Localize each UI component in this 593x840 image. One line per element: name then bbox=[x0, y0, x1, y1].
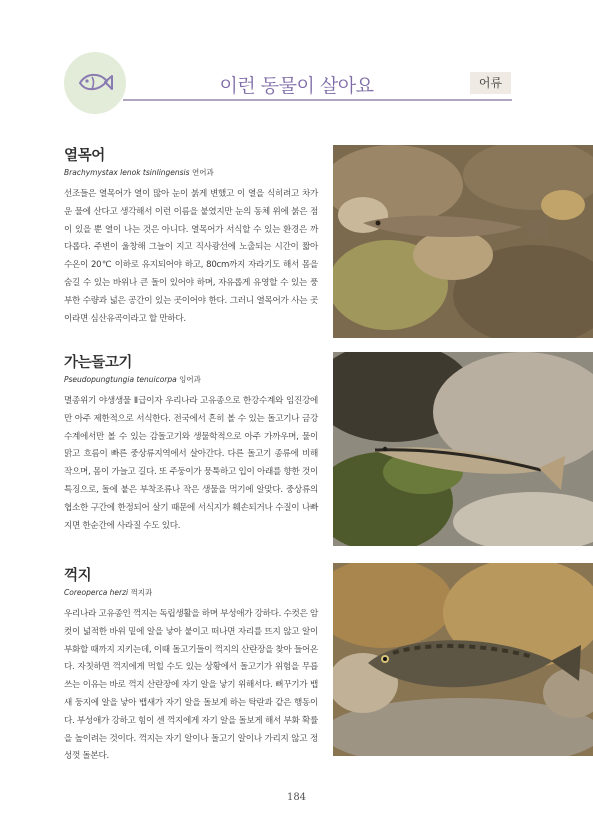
species-section-aucha-perch bbox=[64, 564, 318, 766]
species-description: 선조들은 열목어가 열이 많아 눈이 붉게 변했고 이 열을 식히려고 차가운 물에 산다고 생각해서 이런 이름을 붙였지만 눈의 동체 위에 붉은 점이 있을 뿐 열이 나는 것은 아니다. 열목어가 서식할 수 있는 환경은 까다롭다. 주변이 울창해 그늘이 지고 직사광선에 노출되는 시간이 짧아 수온이 20℃ 이하로 유지되어야 하고, 80cm까지 자라기도 해서 몸을 숨길 수 있는 바위나 큰 돌이 있어야 하며, 자유롭게 유영할 수 있는 풍부한 수량과 넓은 공간이 있는 곳이어야 한다. 그러니 열목어가 사는 곳이라면 심산유곡이라고 할 만하다. bbox=[64, 189, 318, 324]
species-title: 열목어 bbox=[64, 148, 105, 164]
header-divider bbox=[123, 99, 512, 101]
species-description: 우리나라 고유종인 꺽지는 독립생활을 하며 부성애가 강하다. 수컷은 암컷이 넓적한 바위 밑에 알을 낳아 붙이고 떠나면 자리를 뜨지 않고 알이 부화할 때까지 지키는데, 이때 돌고기들이 꺽지의 산란장을 찾아 들어온다. 자칫하면 꺽지에게 먹힐 수도 있는 상황에서 돌고기가 위험을 무릅쓰는 이유는 바로 꺽지 산란장에 자기 알을 낳기 위해서다. 뻐꾸기가 뱁새 둥지에 알을 낳아 뱁새가 자기 알을 돌보게 하는 탁란과 같은 행동이다. 부성애가 강하고 힘이 센 꺽지에게 자기 알을 돌보게 해서 부화 확률을 높이려는 것이다. 꺽지는 자기 알이나 돌고기 알이나 가리지 않고 정성껏 돌본다. bbox=[64, 609, 318, 762]
slender-shiner-photo bbox=[333, 352, 593, 546]
species-scientific-name bbox=[64, 374, 318, 385]
species-latin-name: Pseudopungtungia tenuicorpa bbox=[64, 375, 177, 384]
species-latin-name: Brachymystax lenok tsinlingensis bbox=[64, 168, 190, 177]
category-badge: 어류 bbox=[470, 72, 511, 94]
species-section-lenok bbox=[64, 144, 318, 328]
page-number: 184 bbox=[286, 792, 307, 803]
species-latin-name: Coreoperca herzi bbox=[64, 588, 129, 597]
species-scientific-name bbox=[64, 587, 318, 598]
species-description: 멸종위기 야생생물 Ⅱ급이자 우리나라 고유종으로 한강수계와 임진강에만 아주 제한적으로 서식한다. 전국에서 흔히 볼 수 있는 돌고기나 금강 수계에서만 볼 수 있는 감돌고기와 생물학적으로 아주 가까우며, 물이 맑고 흐름이 빠른 중상류지역에서 살아간다. 다른 돌고기 종류에 비해 작으며, 몸이 가늘고 길다. 또 주둥이가 뭉툭하고 입이 아래를 향한 것이 특징으로, 돌에 붙은 부착조류나 작은 생물을 먹기에 알맞다. 중상류의 협소한 구간에 한정되어 살기 때문에 서식지가 훼손되거나 수질이 나빠지면 한순간에 사라질 수도 있다. bbox=[64, 396, 318, 531]
korean-aucha-perch-photo bbox=[333, 563, 593, 756]
species-title: 가는돌고기 bbox=[64, 355, 133, 371]
species-section-slender-shiner bbox=[64, 351, 318, 535]
species-family: 잉어과 bbox=[179, 375, 201, 384]
species-title: 꺽지 bbox=[64, 568, 92, 584]
page-title: 이런 동물이 살아요 bbox=[219, 75, 374, 97]
species-family: 연어과 bbox=[191, 168, 214, 177]
species-scientific-name bbox=[64, 167, 318, 178]
species-family: 꺽지과 bbox=[130, 588, 153, 597]
lenok-fish-photo bbox=[333, 145, 593, 338]
